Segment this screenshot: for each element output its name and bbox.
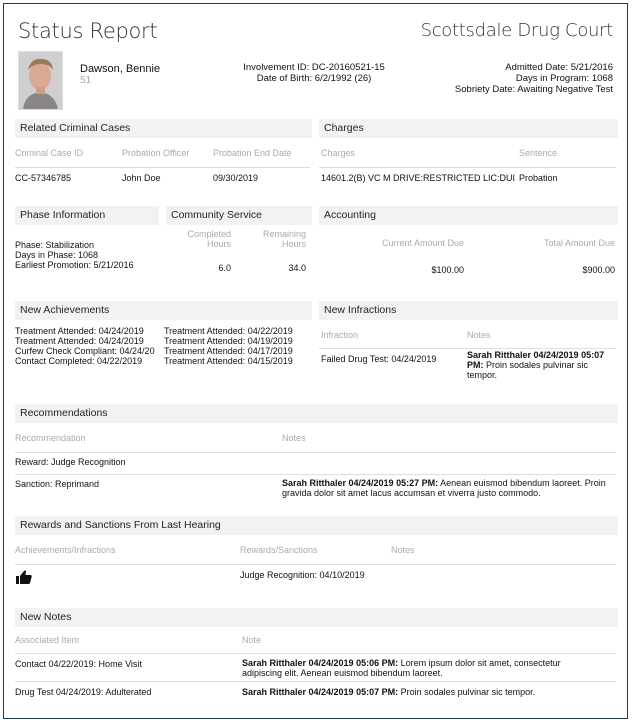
infraction-note (467, 350, 615, 380)
col-rewards-sanctions: Rewards/Sanctions (240, 545, 318, 555)
achievement-item: Curfew Check Compliant: 04/24/20 (15, 346, 155, 356)
thumbs-up-icon (16, 570, 32, 589)
divider (15, 653, 616, 654)
note-author: Sarah Ritthaler 04/24/2019 05:07 PM: (242, 687, 399, 697)
col-total-due: Total Amount Due (543, 238, 615, 248)
col-infraction: Infraction (321, 330, 359, 340)
completed-hours: 6.0 (218, 263, 231, 273)
involvement-id: Involvement ID: DC-20160521-15 (243, 62, 385, 73)
col-case-id: Criminal Case ID (15, 148, 84, 158)
note-author: Sarah Ritthaler 04/24/2019 05:27 PM: (282, 478, 439, 488)
col-recommendation-notes: Notes (282, 433, 306, 443)
charge: 14601.2(B) VC M DRIVE:RESTRICTED LIC:DUI (321, 173, 516, 183)
col-current-due: Current Amount Due (381, 238, 464, 248)
note-author: Sarah Ritthaler 04/24/2019 05:07 PM: (467, 350, 605, 370)
divider (15, 167, 310, 168)
col-hearing-notes: Notes (391, 545, 415, 555)
achievement-item: Treatment Attended: 04/22/2019 (164, 326, 293, 336)
probation-officer: John Doe (122, 173, 161, 183)
criminal-cases-header: Related Criminal Cases (15, 119, 312, 138)
achievements-left (15, 326, 163, 366)
achievement-item: Treatment Attended: 04/24/2019 (15, 326, 144, 336)
sentence: Probation (519, 173, 558, 183)
note-text: Lorem ipsum dolor sit amet, consectetur adipiscing elit. Aenean euismod bibendum laoreet. (242, 658, 561, 678)
achievements-header: New Achievements (15, 301, 312, 320)
col-achievements-infractions: Achievements/Infractions (15, 545, 116, 555)
note-entry (242, 687, 602, 697)
recommendation-item: Sanction: Reprimand (15, 479, 100, 489)
col-remaining-hours: Remaining Hours (262, 229, 306, 249)
col-recommendation: Recommendation (15, 433, 86, 443)
total-amount-due: $900.00 (582, 265, 615, 275)
phase-info (15, 240, 134, 270)
remaining-hours: 34.0 (288, 263, 306, 273)
divider (15, 452, 616, 453)
recommendations-header: Recommendations (15, 404, 618, 423)
current-amount-due: $100.00 (431, 265, 464, 275)
divider (319, 167, 616, 168)
col-sentence: Sentence (519, 148, 558, 158)
notes-header: New Notes (15, 608, 618, 627)
note-entry (242, 658, 602, 678)
sobriety-date: Sobriety Date: Awaiting Negative Test (454, 84, 613, 95)
program-info (455, 62, 613, 95)
note-text: Proin sodales pulvinar sic tempor. (398, 687, 536, 697)
achievement-item: Treatment Attended: 04/24/2019 (15, 336, 144, 346)
divider (319, 348, 616, 349)
col-probation-officer: Probation Officer (122, 148, 190, 158)
page-title: Status Report (18, 19, 158, 43)
recommendation-note (282, 478, 612, 498)
involvement-info (229, 62, 399, 84)
earliest-promotion: Earliest Promotion: 5/21/2016 (15, 260, 134, 270)
achievement-item: Treatment Attended: 04/15/2019 (164, 356, 293, 366)
phase-header: Phase Information (15, 206, 159, 225)
divider (15, 681, 616, 682)
phase-name: Phase: Stabilization (15, 240, 95, 250)
participant-photo (18, 51, 63, 110)
last-hearing-header: Rewards and Sanctions From Last Hearing (15, 516, 618, 535)
col-associated-item: Associated Item (15, 635, 80, 645)
col-note: Note (242, 635, 262, 645)
divider (15, 474, 616, 475)
note-item: Drug Test 04/24/2019: Adulterated (15, 687, 152, 697)
date-of-birth: Date of Birth: 6/2/1992 (26) (256, 73, 372, 84)
note-item: Contact 04/22/2019: Home Visit (15, 659, 142, 669)
status-report-page (3, 3, 628, 719)
participant-name: Dawson, Bennie (80, 63, 161, 75)
achievement-item: Treatment Attended: 04/19/2019 (164, 336, 293, 346)
days-in-phase: Days in Phase: 1068 (15, 250, 99, 260)
divider (15, 564, 616, 565)
recommendation-item: Reward: Judge Recognition (15, 457, 126, 467)
days-in-program: Days in Program: 1068 (515, 73, 613, 84)
note-text: Aenean euismod bibendum laoreet. Proin gravida dolor sit amet lacus accumsan et viverra justo commodo. (282, 478, 606, 498)
note-text: Proin sodales pulvinar sic tempor. (467, 360, 589, 380)
col-charges: Charges (321, 148, 356, 158)
charges-header: Charges (319, 119, 618, 138)
admitted-date: Admitted Date: 5/21/2016 (505, 62, 613, 73)
achievement-item: Contact Completed: 04/22/2019 (15, 356, 143, 366)
col-completed-hours: Completed Hours (187, 229, 231, 249)
infractions-header: New Infractions (319, 301, 618, 320)
col-infraction-notes: Notes (467, 330, 491, 340)
accounting-header: Accounting (319, 206, 618, 225)
case-id: CC-57346785 (15, 173, 72, 183)
probation-end-date: 09/30/2019 (213, 173, 259, 183)
hearing-reward: Judge Recognition: 04/10/2019 (240, 570, 365, 580)
infraction: Failed Drug Test: 04/24/2019 (321, 354, 437, 364)
community-service-header: Community Service (166, 206, 312, 225)
achievements-right (164, 326, 293, 366)
achievement-item: Treatment Attended: 04/17/2019 (164, 346, 293, 356)
court-name: Scottsdale Drug Court (420, 20, 613, 41)
note-author: Sarah Ritthaler 04/24/2019 05:06 PM: (242, 658, 399, 668)
col-probation-end: Probation End Date (213, 148, 292, 158)
participant-number: 51 (80, 75, 92, 86)
